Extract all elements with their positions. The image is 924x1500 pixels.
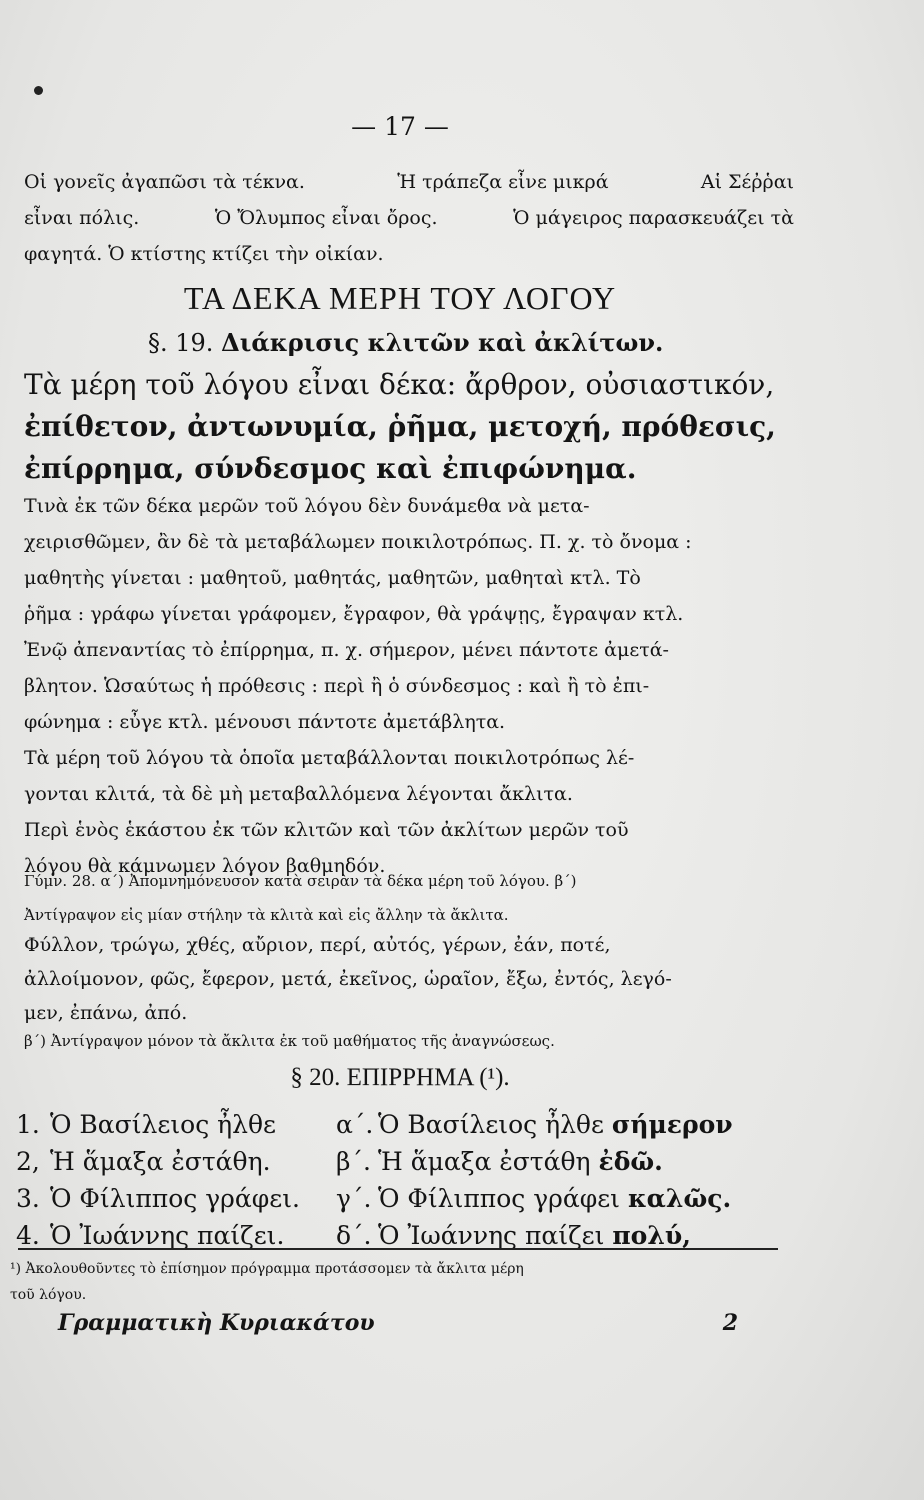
example-adverb: καλῶς. [627, 1184, 732, 1213]
big-line: ἐπίρρημα, σύνδεσμος καὶ ἐπιφώνημα. [24, 452, 637, 485]
word-list [24, 928, 794, 1030]
word-list-line: μεν, ἐπάνω, ἀπό. [24, 1002, 188, 1024]
signature-mark: 2 [722, 1310, 738, 1336]
example-right [336, 1143, 796, 1180]
exercise-line: Ἀντίγραψον εἰς μίαν στήλην τὰ κλιτὰ καὶ εἰς ἄλλην τὰ ἄκλιτα. [24, 906, 509, 924]
footnote-divider [18, 1248, 778, 1250]
paragraph-2 [24, 740, 794, 812]
word-list-line: Φύλλον, τρώγω, χθές, αὔριον, περί, αὐτός, γέρων, ἐάν, ποτέ, [24, 934, 611, 956]
footnote [10, 1256, 780, 1308]
section-number: §. 19. [148, 329, 214, 357]
footnote-line: ¹) Ἀκολουθοῦντες τὸ ἐπίσημον πρόγραμμα προτάσσομεν τὰ ἄκλιτα μέρη [10, 1261, 524, 1277]
text-line: μαθητὴς γίνεται : μαθητοῦ, μαθητάς, μαθητῶν, μαθηταὶ κτλ. Τὸ [24, 567, 641, 589]
footnote-line: τοῦ λόγου. [10, 1287, 87, 1303]
paragraph-1 [24, 488, 794, 740]
text-line: φώνημα : εὖγε κτλ. μένουσι πάντοτε ἀμετάβλητα. [24, 711, 506, 733]
text-line: Περὶ ἑνὸς ἑκάστου ἐκ τῶν κλιτῶν καὶ τῶν ἀκλίτων μερῶν τοῦ [24, 819, 629, 841]
example-left [16, 1143, 336, 1180]
example-sentence: Ὁ Φίλιππος γράφει. [50, 1184, 300, 1213]
example-sentence: Ἡ ἅμαξα ἐστάθη [377, 1147, 591, 1176]
example-right [336, 1106, 796, 1143]
exercise-line: β΄) Ἀντίγραψον μόνον τὰ ἄκλιτα ἐκ τοῦ μαθήματος τῆς ἀναγνώσεως. [24, 1032, 555, 1050]
word-list-line: ἀλλοίμονον, φῶς, ἔφερον, μετά, ἐκεῖνος, ὡραῖον, ἔξω, ἐντός, λεγό- [24, 968, 672, 990]
big-line: Τὰ μέρη τοῦ λόγου εἶναι δέκα: ἄρθρον, οὐσιαστικόν, [24, 368, 775, 401]
big-line: ἐπίθετον, ἀντωνυμία, ῥῆμα, μετοχή, πρόθεσις, [24, 410, 776, 443]
example-left [16, 1106, 336, 1143]
exercise-b [24, 1024, 794, 1058]
example-letter: γ΄. [336, 1184, 372, 1213]
text-line: λόγου θὰ κάμνωμεν λόγον βαθμηδόν. [24, 855, 386, 877]
text-line: Τὰ μέρη τοῦ λόγου τὰ ὁποῖα μεταβάλλονται ποικιλοτρόπως λέ- [24, 747, 635, 769]
example-letter: β΄. [336, 1147, 371, 1176]
text-line: Αἱ Σέῤῥαι [700, 171, 794, 193]
text-line: Ὁ κτίστης κτίζει τὴν οἰκίαν. [108, 243, 384, 265]
text-line: Ἡ τράπεζα εἶνε μικρά [397, 171, 609, 193]
text-line: γονται κλιτά, τὰ δὲ μὴ μεταβαλλόμενα λέγονται ἄκλιτα. [24, 783, 573, 805]
example-sentence: Ὁ Ἰωάννης παίζει [377, 1221, 605, 1250]
adverb-examples [16, 1106, 796, 1254]
example-letter: δ΄. [336, 1221, 372, 1250]
text-line: ῥῆμα : γράφω γίνεται γράφομεν, ἔγραφον, θὰ γράψῃς, ἔγραψαν κτλ. [24, 603, 684, 625]
page-number: — 17 — [351, 112, 449, 141]
example-adverb: σήμερον [611, 1110, 733, 1139]
text-line: Ὁ Ὄλυμπος εἶναι ὄρος. [214, 207, 438, 229]
example-sentence: Ὁ Ἰωάννης παίζει. [50, 1221, 285, 1250]
example-letter: α΄. [336, 1110, 374, 1139]
exercise-line: Γύμν. 28. α΄) Ἀπομνημόνευσον κατὰ σειρὰν τὰ δέκα μέρη τοῦ λόγου. β΄) [24, 872, 577, 890]
example-number: 4. [16, 1221, 40, 1250]
example-left [16, 1180, 336, 1217]
section-title: Διάκρισις κλιτῶν καὶ ἀκλίτων. [221, 328, 664, 357]
page-footer [58, 1310, 738, 1336]
example-sentence: Ἡ ἅμαξα ἐστάθη. [50, 1147, 271, 1176]
book-title: Γραμματικὴ Κυριακάτου [58, 1310, 375, 1336]
intro-paragraph [24, 164, 794, 272]
section-19-title [148, 328, 663, 357]
example-adverb: ἐδῶ. [598, 1147, 663, 1176]
example-sentence: Ὁ Βασίλειος ἦλθε [50, 1110, 276, 1139]
text-line: Οἱ γονεῖς ἀγαπῶσι τὰ τέκνα. [24, 171, 305, 193]
text-line: Ὁ μάγειρος παρασκευάζει τὰ [513, 207, 794, 229]
example-adverb: πολύ, [612, 1221, 691, 1250]
text-line: Τινὰ ἐκ τῶν δέκα μερῶν τοῦ λόγου δὲν δυνάμεθα νὰ μετα- [24, 495, 590, 517]
text-line: φαγητά. [24, 243, 103, 265]
chapter-heading: ΤΑ ΔΕΚΑ ΜΕΡΗ ΤΟΥ ΛΟΓΟΥ [183, 280, 617, 316]
parts-of-speech-list [24, 364, 794, 490]
example-right [336, 1180, 796, 1217]
example-sentence: Ὁ Φίλιππος γράφει [377, 1184, 620, 1213]
text-line: εἶναι πόλις. [24, 207, 140, 229]
ink-dot [34, 86, 43, 95]
example-number: 2, [16, 1147, 40, 1176]
example-number: 3. [16, 1184, 40, 1213]
section-20-title: § 20. ΕΠΙΡΡΗΜΑ (¹). [290, 1064, 510, 1091]
text-line: Ἐνῷ ἀπεναντίας τὸ ἐπίρρημα, π. χ. σήμερον, μένει πάντοτε ἀμετά- [24, 639, 669, 661]
text-line: χειρισθῶμεν, ἂν δὲ τὰ μεταβάλωμεν ποικιλοτρόπως. Π. χ. τὸ ὄνομα : [24, 531, 692, 553]
exercise-28 [24, 864, 794, 932]
text-line: βλητον. Ὡσαύτως ἡ πρόθεσις : περὶ ἢ ὁ σύνδεσμος : καὶ ἢ τὸ ἐπι- [24, 675, 650, 697]
example-sentence: Ὁ Βασίλειος ἦλθε [377, 1110, 604, 1139]
example-number: 1. [16, 1110, 40, 1139]
